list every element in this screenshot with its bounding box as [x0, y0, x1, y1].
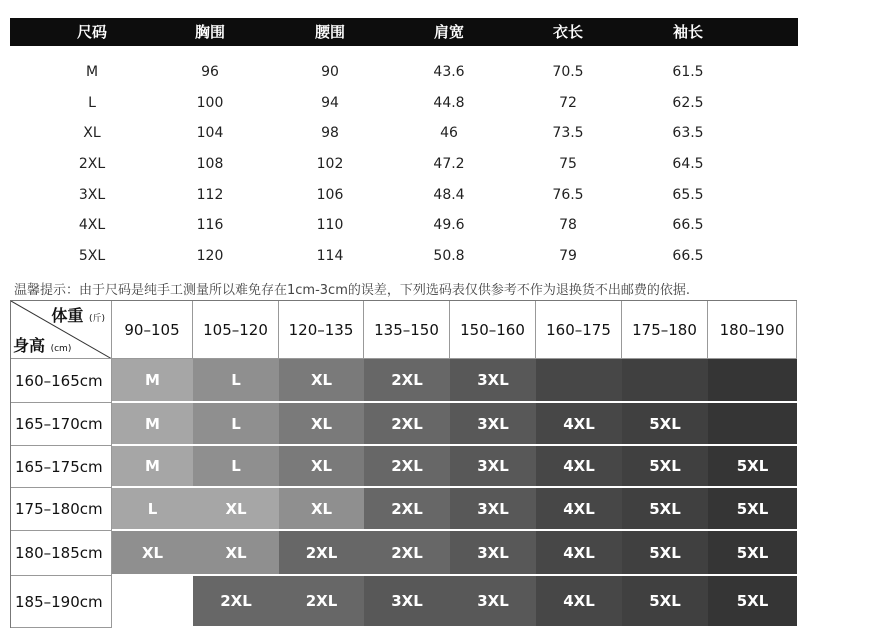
weight-range-header: 135–150	[364, 301, 450, 359]
height-range-header: 165–170cm	[11, 403, 112, 446]
measurement-cell: 120	[196, 248, 224, 264]
measurement-cell: 102	[316, 156, 344, 172]
size-recommendation-cell: 2XL	[364, 403, 450, 446]
size-recommendation-grid	[10, 300, 797, 628]
size-recommendation-cell: XL	[279, 446, 364, 488]
measurement-header-cell: 胸围	[194, 23, 225, 41]
measurement-header-cell: 腰围	[314, 23, 345, 41]
measurement-cell: 65.5	[672, 187, 704, 203]
size-recommendation-cell: 4XL	[536, 576, 622, 628]
size-recommendation-cell: 5XL	[622, 446, 708, 488]
grid-corner-header	[11, 301, 112, 359]
measurement-cell: 78	[559, 217, 577, 233]
measurement-cell: 100	[196, 95, 224, 111]
weight-axis-label: 体重 (斤)	[51, 306, 105, 325]
size-recommendation-cell: 4XL	[536, 488, 622, 531]
size-recommendation-cell: L	[193, 446, 279, 488]
size-recommendation-cell: 5XL	[622, 576, 708, 628]
measurement-cell: 44.8	[433, 95, 465, 111]
measurement-cell: 66.5	[672, 217, 704, 233]
measurement-cell: 112	[196, 187, 224, 203]
size-recommendation-cell: 3XL	[450, 576, 536, 628]
size-recommendation-cell: 2XL	[279, 531, 364, 576]
size-recommendation-cell: 2XL	[193, 576, 279, 628]
measurement-cell: 4XL	[78, 217, 106, 233]
size-recommendation-cell: 5XL	[622, 531, 708, 576]
measurement-cell: 64.5	[672, 156, 704, 172]
measurement-cell: 79	[559, 248, 577, 264]
size-recommendation-cell	[708, 403, 797, 446]
weight-range-header: 180–190	[708, 301, 797, 359]
measurement-cell: 76.5	[552, 187, 584, 203]
weight-range-header: 160–175	[536, 301, 622, 359]
measurement-header-cell: 肩宽	[433, 23, 464, 41]
size-recommendation-cell: L	[193, 359, 279, 403]
measurement-cell: 66.5	[672, 248, 704, 264]
size-recommendation-cell: 3XL	[450, 531, 536, 576]
measurement-row	[10, 180, 798, 210]
measurement-cell: 110	[316, 217, 344, 233]
measurement-row	[10, 241, 798, 271]
measurement-cell: 2XL	[78, 156, 106, 172]
measurement-header-cell: 衣长	[552, 23, 583, 41]
measurement-cell: M	[85, 64, 99, 80]
measurement-cell: 98	[321, 125, 339, 141]
weight-range-header: 150–160	[450, 301, 536, 359]
size-recommendation-cell: L	[193, 403, 279, 446]
measurement-cell: 61.5	[672, 64, 704, 80]
size-recommendation-cell: 4XL	[536, 531, 622, 576]
size-recommendation-cell: 3XL	[450, 359, 536, 403]
size-recommendation-cell: L	[112, 488, 193, 531]
size-recommendation-cell	[708, 359, 797, 403]
measurement-cell: 48.4	[433, 187, 465, 203]
measurement-row	[10, 149, 798, 179]
size-recommendation-cell: 3XL	[450, 488, 536, 531]
measurement-cell: 62.5	[672, 95, 704, 111]
size-recommendation-cell: XL	[279, 403, 364, 446]
size-recommendation-cell: 4XL	[536, 403, 622, 446]
weight-range-header: 105–120	[193, 301, 279, 359]
measurement-cell: 73.5	[552, 125, 584, 141]
weight-range-header: 120–135	[279, 301, 364, 359]
weight-range-header: 90–105	[112, 301, 193, 359]
measurement-row	[10, 88, 798, 118]
measurement-cell: 5XL	[78, 248, 106, 264]
size-recommendation-cell: 5XL	[708, 531, 797, 576]
measurement-cell: 50.8	[433, 248, 465, 264]
size-recommendation-cell: 5XL	[708, 488, 797, 531]
size-recommendation-cell: 2XL	[279, 576, 364, 628]
size-recommendation-cell: XL	[193, 531, 279, 576]
size-recommendation-cell: XL	[279, 359, 364, 403]
measurement-header-cell: 尺码	[76, 23, 107, 41]
size-recommendation-cell	[112, 576, 193, 628]
size-recommendation-cell: M	[112, 403, 193, 446]
height-range-header: 185–190cm	[11, 576, 112, 628]
size-recommendation-cell: 2XL	[364, 359, 450, 403]
measurement-cell: 49.6	[433, 217, 465, 233]
measurement-row	[10, 57, 798, 87]
height-axis-label: 身高 (cm)	[13, 336, 72, 355]
size-recommendation-cell: M	[112, 359, 193, 403]
weight-range-header: 175–180	[622, 301, 708, 359]
height-range-header: 180–185cm	[11, 531, 112, 576]
measurement-cell: 116	[196, 217, 224, 233]
measurement-cell: XL	[83, 125, 101, 141]
measurement-cell: 94	[321, 95, 339, 111]
height-range-header: 160–165cm	[11, 359, 112, 403]
measurement-row	[10, 118, 798, 148]
size-recommendation-cell: 5XL	[708, 576, 797, 628]
measurement-cell: 114	[316, 248, 344, 264]
size-recommendation-cell: 5XL	[708, 446, 797, 488]
measurement-header-cell: 袖长	[672, 23, 703, 41]
size-recommendation-cell: 5XL	[622, 403, 708, 446]
size-recommendation-cell: 3XL	[450, 446, 536, 488]
measurement-row	[10, 210, 798, 240]
size-recommendation-cell: 2XL	[364, 488, 450, 531]
measurement-cell: 72	[559, 95, 577, 111]
measurement-cell: 104	[196, 125, 224, 141]
measurement-cell: 96	[201, 64, 219, 80]
size-recommendation-cell: 3XL	[450, 403, 536, 446]
measurement-cell: 47.2	[433, 156, 465, 172]
measurement-cell: 63.5	[672, 125, 704, 141]
size-recommendation-cell: XL	[112, 531, 193, 576]
measurement-header-row	[10, 18, 798, 46]
measurement-cell: 75	[559, 156, 577, 172]
size-recommendation-cell: 2XL	[364, 531, 450, 576]
size-recommendation-cell: XL	[193, 488, 279, 531]
measurement-cell: 3XL	[78, 187, 106, 203]
height-range-header: 175–180cm	[11, 488, 112, 531]
measurement-cell: 70.5	[552, 64, 584, 80]
measurement-notice: 温馨提示：由于尺码是纯手工测量所以难免存在1cm-3cm的误差，下列选码表仅供参考不作为退换货不出邮费的依据.	[14, 283, 690, 298]
measurement-cell: 46	[440, 125, 458, 141]
size-recommendation-cell: 3XL	[364, 576, 450, 628]
measurement-cell: 108	[196, 156, 224, 172]
height-range-header: 165–175cm	[11, 446, 112, 488]
measurement-cell: L	[88, 95, 96, 111]
size-recommendation-cell: 4XL	[536, 446, 622, 488]
size-measurement-table	[10, 18, 798, 264]
size-recommendation-cell: 5XL	[622, 488, 708, 531]
measurement-cell: 43.6	[433, 64, 465, 80]
measurement-cell: 106	[316, 187, 344, 203]
size-recommendation-cell: M	[112, 446, 193, 488]
measurement-cell: 90	[321, 64, 339, 80]
size-recommendation-cell: 2XL	[364, 446, 450, 488]
size-recommendation-cell: XL	[279, 488, 364, 531]
size-recommendation-cell	[622, 359, 708, 403]
size-recommendation-cell	[536, 359, 622, 403]
